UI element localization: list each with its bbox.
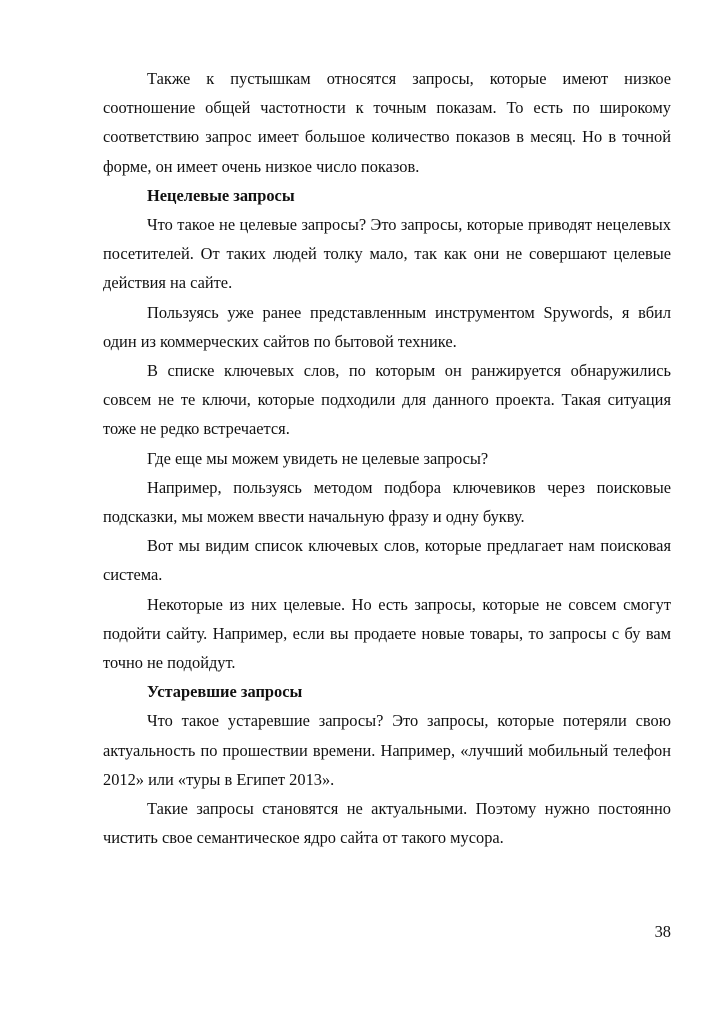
paragraph: Такие запросы становятся не актуальными. Поэтому нужно постоянно чистить свое семантическое ядро сайта от такого мусора. [103,799,671,848]
page-number: 38 [654,922,671,941]
paragraph: Что такое не целевые запросы? Это запросы, которые приводят нецелевых посетителей. От таких людей толку мало, так как они не совершают целевые действия на сайте. [103,215,671,293]
document-page [103,64,671,852]
paragraph: Например, пользуясь методом подбора ключевиков через поисковые подсказки, мы можем ввести начальную фразу и одну букву. [103,477,671,527]
section-heading: Устаревшие запросы [147,682,303,702]
paragraph: В списке ключевых слов, по которым он ранжируется обнаружились совсем не те ключи, которые подходили для данного проекта. Такая ситуация тоже не редко встречается. [103,361,671,439]
paragraph: Вот мы видим список ключевых слов, которые предлагает нам поисковая система. [103,536,671,585]
paragraph: Также к пустышкам относятся запросы, которые имеют низкое соотношение общей частотности к точным показам. То есть по широкому соответствию запрос имеет большое количество показов в месяц. Но в точной форме, он имеет очень низкое число показов. [103,69,671,176]
paragraph: Что такое устаревшие запросы? Это запросы, которые потеряли свою актуальность по прошествии времени. Например, «лучший мобильный телефон 2012» или «туры в Египет 2013». [103,711,671,789]
section-heading: Нецелевые запросы [147,185,295,205]
paragraph: Некоторые из них целевые. Но есть запросы, которые не совсем смогут подойти сайту. Например, если вы продаете новые товары, то запросы с бу вам точно не подойдут. [103,594,671,673]
paragraph: Где еще мы можем увидеть не целевые запросы? [147,448,489,468]
paragraph: Пользуясь уже ранее представленным инструментом Spywords, я вбил один из коммерческих сайтов по бытовой технике. [103,302,671,351]
